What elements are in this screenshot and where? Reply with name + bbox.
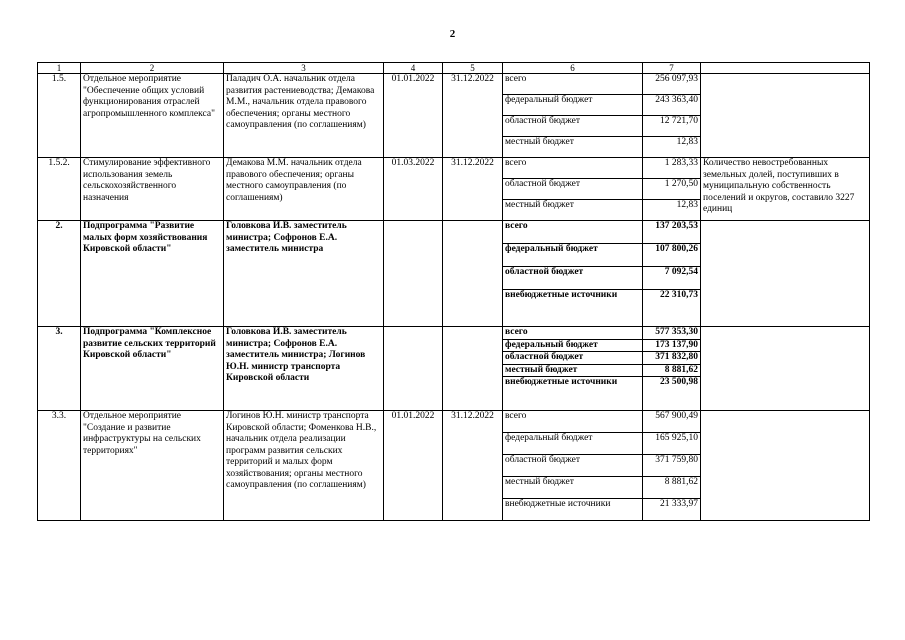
responsible: Головкова И.В. заместитель министра; Софронов Е.А. заместитель министра; Логинов Ю.Н. министр транспорта Кировской области: [224, 327, 384, 411]
funding-value: 137 203,53: [643, 221, 701, 244]
funding-value: 21 333,97: [643, 499, 701, 521]
table-row: [38, 411, 870, 433]
header-cell: 1: [38, 63, 81, 74]
funding-value: 12 721,70: [643, 116, 701, 137]
activity-name: Отдельное мероприятие "Создание и развитие инфраструктуры на сельских территориях": [81, 411, 224, 521]
funding-source: всего: [503, 411, 643, 433]
start-date: [384, 221, 443, 327]
responsible: Паладич О.А. начальник отдела развития растениеводства; Демакова М.М., начальник отдела правового обеспечения; органы местного самоуправления (по соглашениям): [224, 74, 384, 158]
result-note: [701, 221, 870, 327]
funding-value: 371 832,80: [643, 352, 701, 365]
table-row: [38, 74, 870, 95]
end-date: [443, 327, 503, 411]
responsible: Демакова М.М. начальник отдела правового обеспечения; органы местного самоуправления (по соглашениям): [224, 158, 384, 221]
funding-source: федеральный бюджет: [503, 433, 643, 455]
funding-value: 243 363,40: [643, 95, 701, 116]
header-cell: 5: [443, 63, 503, 74]
page-number: 2: [449, 28, 456, 40]
end-date: 31.12.2022: [443, 74, 503, 158]
row-number: 3.: [38, 327, 81, 411]
result-note: Количество невостребованных земельных долей, поступивших в муниципальную собственность поселений и округов, составило 3227 единиц: [701, 158, 870, 221]
funding-value: 7 092,54: [643, 267, 701, 290]
funding-value: 567 900,49: [643, 411, 701, 433]
funding-source: местный бюджет: [503, 137, 643, 158]
funding-value: 12,83: [643, 200, 701, 221]
funding-source: областной бюджет: [503, 455, 643, 477]
funding-value: 8 881,62: [643, 364, 701, 377]
header-cell: 3: [224, 63, 384, 74]
funding-source: областной бюджет: [503, 267, 643, 290]
header-cell: 7: [643, 63, 701, 74]
funding-source: федеральный бюджет: [503, 95, 643, 116]
responsible: Логинов Ю.Н. министр транспорта Кировской области; Фоменкова Н.В., начальник отдела реализации программ развития сельских территорий и малых форм хозяйствования; органы местного самоуправления (по соглашениям): [224, 411, 384, 521]
funding-source: местный бюджет: [503, 200, 643, 221]
table-row: [38, 158, 870, 179]
funding-value: 12,83: [643, 137, 701, 158]
activity-name: Стимулирование эффективного использования земель сельскохозяйственного назначения: [81, 158, 224, 221]
table-row: [38, 327, 870, 340]
funding-value: 8 881,62: [643, 477, 701, 499]
funding-source: областной бюджет: [503, 179, 643, 200]
activity-name: Подпрограмма "Развитие малых форм хозяйствования Кировской области": [81, 221, 224, 327]
funding-source: местный бюджет: [503, 364, 643, 377]
result-note: [701, 74, 870, 158]
funding-source: всего: [503, 158, 643, 179]
funding-value: 23 500,98: [643, 377, 701, 411]
result-note: [701, 327, 870, 411]
funding-value: 107 800,26: [643, 244, 701, 267]
funding-value: 371 759,80: [643, 455, 701, 477]
result-note: [701, 411, 870, 521]
funding-source: внебюджетные источники: [503, 499, 643, 521]
start-date: 01.01.2022: [384, 74, 443, 158]
end-date: 31.12.2022: [443, 158, 503, 221]
funding-source: внебюджетные источники: [503, 290, 643, 327]
funding-source: всего: [503, 221, 643, 244]
table-row: [38, 221, 870, 244]
funding-source: областной бюджет: [503, 116, 643, 137]
header-cell: 4: [384, 63, 443, 74]
end-date: [443, 221, 503, 327]
funding-source: всего: [503, 74, 643, 95]
funding-source: федеральный бюджет: [503, 244, 643, 267]
funding-value: 256 097,93: [643, 74, 701, 95]
row-number: 2.: [38, 221, 81, 327]
program-table: [37, 62, 870, 521]
funding-value: 577 353,30: [643, 327, 701, 340]
funding-value: 1 270,50: [643, 179, 701, 200]
end-date: 31.12.2022: [443, 411, 503, 521]
start-date: [384, 327, 443, 411]
activity-name: Подпрограмма "Комплексное развитие сельских территорий Кировской области": [81, 327, 224, 411]
header-row: [38, 63, 870, 74]
row-number: 3.3.: [38, 411, 81, 521]
funding-value: 173 137,90: [643, 339, 701, 352]
funding-source: местный бюджет: [503, 477, 643, 499]
funding-source: всего: [503, 327, 643, 340]
header-cell: 6: [503, 63, 643, 74]
funding-source: внебюджетные источники: [503, 377, 643, 411]
header-cell: 2: [81, 63, 224, 74]
activity-name: Отдельное мероприятие "Обеспечение общих условий функционирования отраслей агропромышленного комплекса": [81, 74, 224, 158]
funding-value: 1 283,33: [643, 158, 701, 179]
responsible: Головкова И.В. заместитель министра; Софронов Е.А. заместитель министра: [224, 221, 384, 327]
funding-source: федеральный бюджет: [503, 339, 643, 352]
funding-value: 22 310,73: [643, 290, 701, 327]
funding-source: областной бюджет: [503, 352, 643, 365]
funding-value: 165 925,10: [643, 433, 701, 455]
header-cell: [701, 63, 870, 74]
row-number: 1.5.: [38, 74, 81, 158]
row-number: 1.5.2.: [38, 158, 81, 221]
start-date: 01.03.2022: [384, 158, 443, 221]
start-date: 01.01.2022: [384, 411, 443, 521]
